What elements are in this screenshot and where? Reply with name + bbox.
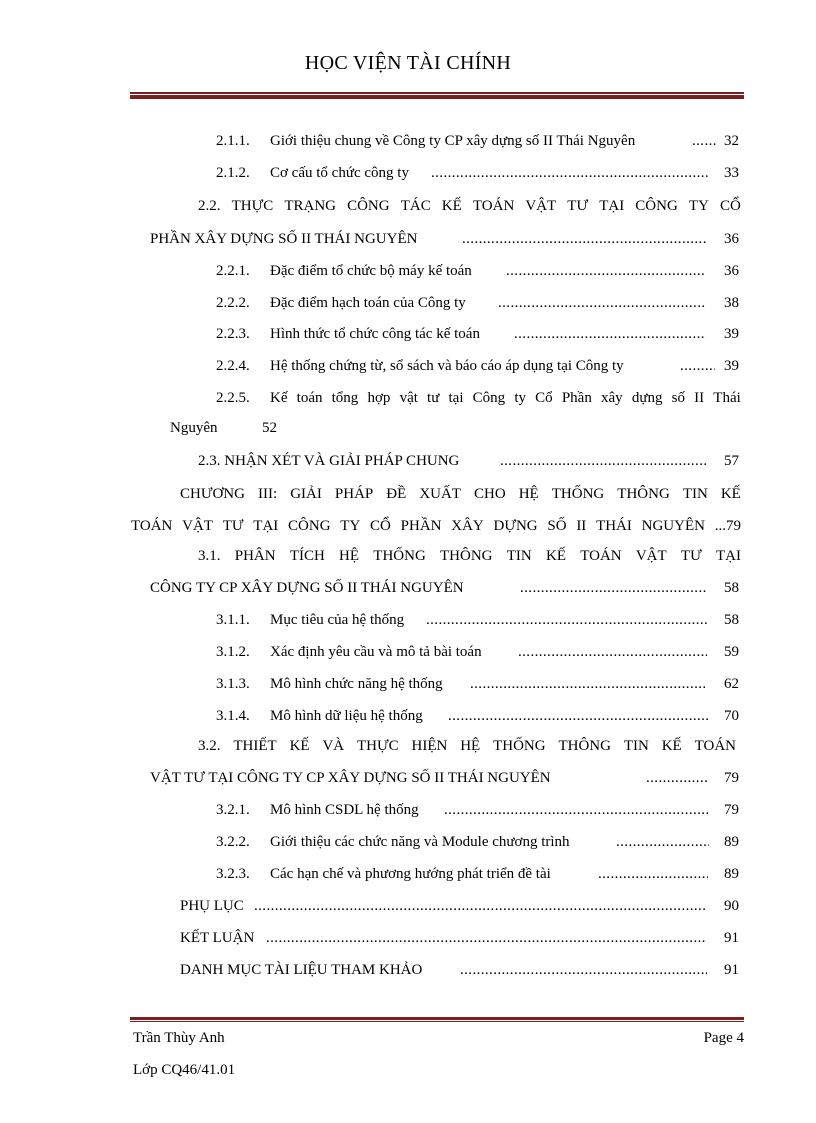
toc-entry-continuation[interactable] bbox=[0, 418, 816, 438]
toc-entry-number: 3.1.4. bbox=[216, 708, 250, 724]
toc-entry[interactable] bbox=[0, 832, 816, 852]
toc-entry[interactable] bbox=[0, 928, 816, 948]
toc-leader-dots bbox=[646, 768, 707, 788]
toc-entry-number: 3.1.3. bbox=[216, 676, 250, 692]
toc-entry-title-line1: 3.2. THIẾT KẾ VÀ THỰC HIỆN HỆ THỐNG THÔNG TIN KẾ TOÁN bbox=[198, 738, 736, 754]
toc-entry[interactable] bbox=[0, 610, 816, 630]
toc-leader-dots bbox=[598, 864, 708, 884]
toc-entry[interactable] bbox=[0, 864, 816, 884]
toc-leader-dots bbox=[431, 163, 709, 183]
footer-author: Trần Thùy Anh bbox=[133, 1030, 225, 1046]
toc-entry-page: 57 bbox=[724, 453, 739, 469]
toc-entry[interactable] bbox=[198, 196, 741, 216]
toc-entry-continuation[interactable] bbox=[0, 578, 816, 598]
toc-entry-number: 2.2.2. bbox=[216, 295, 250, 311]
toc-entry-number: 2.2.5. bbox=[216, 390, 250, 406]
toc-entry-page: 32 bbox=[724, 133, 739, 149]
toc-leader-dots bbox=[616, 832, 709, 852]
footer-rule bbox=[130, 1017, 744, 1023]
header-rule bbox=[130, 92, 744, 99]
toc-entry-text: Mô hình CSDL hệ thống bbox=[270, 802, 419, 818]
toc-entry[interactable] bbox=[0, 261, 816, 281]
toc-entry-title-line1: 3.1. PHÂN TÍCH HỆ THỐNG THÔNG TIN KẾ TOÁN VẬT TƯ TẠI bbox=[198, 548, 741, 564]
toc-entry-page: 89 bbox=[724, 834, 739, 850]
toc-entry-page: 38 bbox=[724, 295, 739, 311]
page-title: HỌC VIỆN TÀI CHÍNH bbox=[304, 52, 512, 74]
toc-entry[interactable] bbox=[0, 131, 816, 151]
toc-entry-text: 2.3. NHẬN XÉT VÀ GIẢI PHÁP CHUNG bbox=[198, 453, 460, 469]
toc-entry-page: 62 bbox=[724, 676, 739, 692]
toc-entry-number: 2.1.1. bbox=[216, 133, 250, 149]
toc-entry-page: 90 bbox=[724, 898, 739, 914]
toc-entry-text: KẾT LUẬN bbox=[180, 930, 255, 946]
toc-entry-number: 2.2.4. bbox=[216, 358, 250, 374]
toc-entry-page: 89 bbox=[724, 866, 739, 882]
toc-entry-page: 36 bbox=[724, 263, 739, 279]
toc-entry-number: 2.2.1. bbox=[216, 263, 250, 279]
toc-entry-number: 3.2.1. bbox=[216, 802, 250, 818]
toc-entry-number: 3.1.2. bbox=[216, 644, 250, 660]
toc-entry-page: 33 bbox=[724, 165, 739, 181]
toc-leader-dots bbox=[506, 261, 706, 281]
toc-entry-number: 3.2.3. bbox=[216, 866, 250, 882]
toc-entry-page: 39 bbox=[724, 326, 739, 342]
toc-entry-title-line1: CHƯƠNG III: GIẢI PHÁP ĐỀ XUẤT CHO HỆ THỐNG THÔNG TIN KẾ bbox=[180, 486, 741, 502]
toc-leader-dots bbox=[514, 324, 706, 344]
toc-entry[interactable] bbox=[0, 451, 816, 471]
toc-entry[interactable] bbox=[0, 896, 816, 916]
toc-entry-text: Các hạn chế và phương hướng phát triển đề tài bbox=[270, 866, 551, 882]
toc-entry-text: PHỤ LỤC bbox=[180, 898, 244, 914]
toc-entry-text: Xác định yêu cầu và mô tả bài toán bbox=[270, 644, 482, 660]
toc-entry-text: Đặc điểm hạch toán của Công ty bbox=[270, 295, 466, 311]
toc-entry-continuation[interactable] bbox=[0, 768, 816, 788]
toc-entry-page: 52 bbox=[262, 420, 277, 436]
toc-entry-number: 3.1.1. bbox=[216, 612, 250, 628]
toc-entry[interactable] bbox=[0, 800, 816, 820]
toc-entry-number: 2.1.2. bbox=[216, 165, 250, 181]
toc-entry-title-line2: TOÁN VẬT TƯ TẠI CÔNG TY CỔ PHẦN XÂY DỰNG SỐ II THÁI NGUYÊN ...79 bbox=[131, 518, 741, 534]
toc-entry-page: 39 bbox=[724, 358, 739, 374]
toc-entry-page: 79 bbox=[724, 770, 739, 786]
toc-leader-dots bbox=[680, 356, 715, 376]
toc-entry-page: 58 bbox=[724, 580, 739, 596]
toc-entry-text: PHẦN XÂY DỰNG SỐ II THÁI NGUYÊN bbox=[150, 231, 418, 247]
toc-leader-dots bbox=[266, 928, 706, 948]
toc-entry-page: 91 bbox=[724, 930, 739, 946]
toc-leader-dots bbox=[254, 896, 706, 916]
toc-leader-dots bbox=[498, 293, 706, 313]
toc-leader-dots bbox=[520, 578, 707, 598]
toc-entry-text: Mục tiêu của hệ thống bbox=[270, 612, 405, 628]
toc-leader-dots bbox=[470, 674, 707, 694]
toc-entry-page: 79 bbox=[724, 802, 739, 818]
toc-entry[interactable] bbox=[0, 960, 816, 980]
toc-entry-page: 59 bbox=[724, 644, 739, 660]
toc-entry-page: 70 bbox=[724, 708, 739, 724]
toc-entry-title-line1: 2.2. THỰC TRẠNG CÔNG TÁC KẾ TOÁN VẬT TƯ TẠI CÔNG TY CỔ bbox=[198, 198, 741, 214]
toc-entry-page: 36 bbox=[724, 231, 739, 247]
toc-leader-dots bbox=[462, 229, 707, 249]
toc-entry-continuation[interactable] bbox=[0, 229, 816, 249]
toc-entry-title-line1: Kế toán tổng hợp vật tư tại Công ty Cổ Phần xây dựng số II Thái bbox=[270, 390, 741, 406]
toc-leader-dots bbox=[500, 451, 707, 471]
toc-entry-page: 58 bbox=[724, 612, 739, 628]
toc-leader-dots bbox=[444, 800, 708, 820]
toc-leader-dots bbox=[460, 960, 707, 980]
toc-entry[interactable] bbox=[0, 324, 816, 344]
toc-entry-text: Hệ thống chứng từ, sổ sách và báo cáo áp dụng tại Công ty bbox=[270, 358, 624, 374]
toc-entry[interactable] bbox=[198, 736, 736, 756]
toc-entry[interactable] bbox=[198, 546, 741, 566]
toc-entry[interactable] bbox=[0, 706, 816, 726]
toc-entry-text: VẬT TƯ TẠI CÔNG TY CP XÂY DỰNG SỐ II THÁI NGUYÊN bbox=[150, 770, 551, 786]
toc-leader-dots bbox=[448, 706, 708, 726]
toc-entry[interactable] bbox=[0, 356, 816, 376]
toc-entry-page: 91 bbox=[724, 962, 739, 978]
toc-entry-text: CÔNG TY CP XÂY DỰNG SỐ II THÁI NGUYÊN bbox=[150, 580, 464, 596]
toc-entry[interactable] bbox=[0, 163, 816, 183]
toc-entry[interactable] bbox=[0, 642, 816, 662]
footer-class: Lớp CQ46/41.01 bbox=[133, 1062, 236, 1078]
toc-entry[interactable] bbox=[0, 674, 816, 694]
toc-entry[interactable] bbox=[0, 293, 816, 313]
toc-entry-text: Đặc điểm tổ chức bộ máy kế toán bbox=[270, 263, 472, 279]
toc-entry-text: Mô hình dữ liệu hệ thống bbox=[270, 708, 423, 724]
toc-entry-text: Mô hình chức năng hệ thống bbox=[270, 676, 443, 692]
toc-entry[interactable] bbox=[180, 484, 741, 504]
toc-entry-text: DANH MỤC TÀI LIỆU THAM KHẢO bbox=[180, 962, 423, 978]
toc-leader-dots bbox=[426, 610, 709, 630]
toc-entry-number: 3.2.2. bbox=[216, 834, 250, 850]
footer-page-number: Page 4 bbox=[703, 1030, 744, 1046]
toc-entry-text: Giới thiệu chung về Công ty CP xây dựng số II Thái Nguyên bbox=[270, 133, 636, 149]
toc-entry-text: Cơ cấu tổ chức công ty bbox=[270, 165, 409, 181]
toc-entry-text: Nguyên bbox=[170, 420, 218, 436]
toc-leader-dots bbox=[518, 642, 707, 662]
toc-entry-number: 2.2.3. bbox=[216, 326, 250, 342]
toc-entry-text: Hình thức tổ chức công tác kế toán bbox=[270, 326, 480, 342]
toc-entry-continuation[interactable] bbox=[131, 516, 741, 536]
toc-entry-text: Giới thiệu các chức năng và Module chương trình bbox=[270, 834, 570, 850]
